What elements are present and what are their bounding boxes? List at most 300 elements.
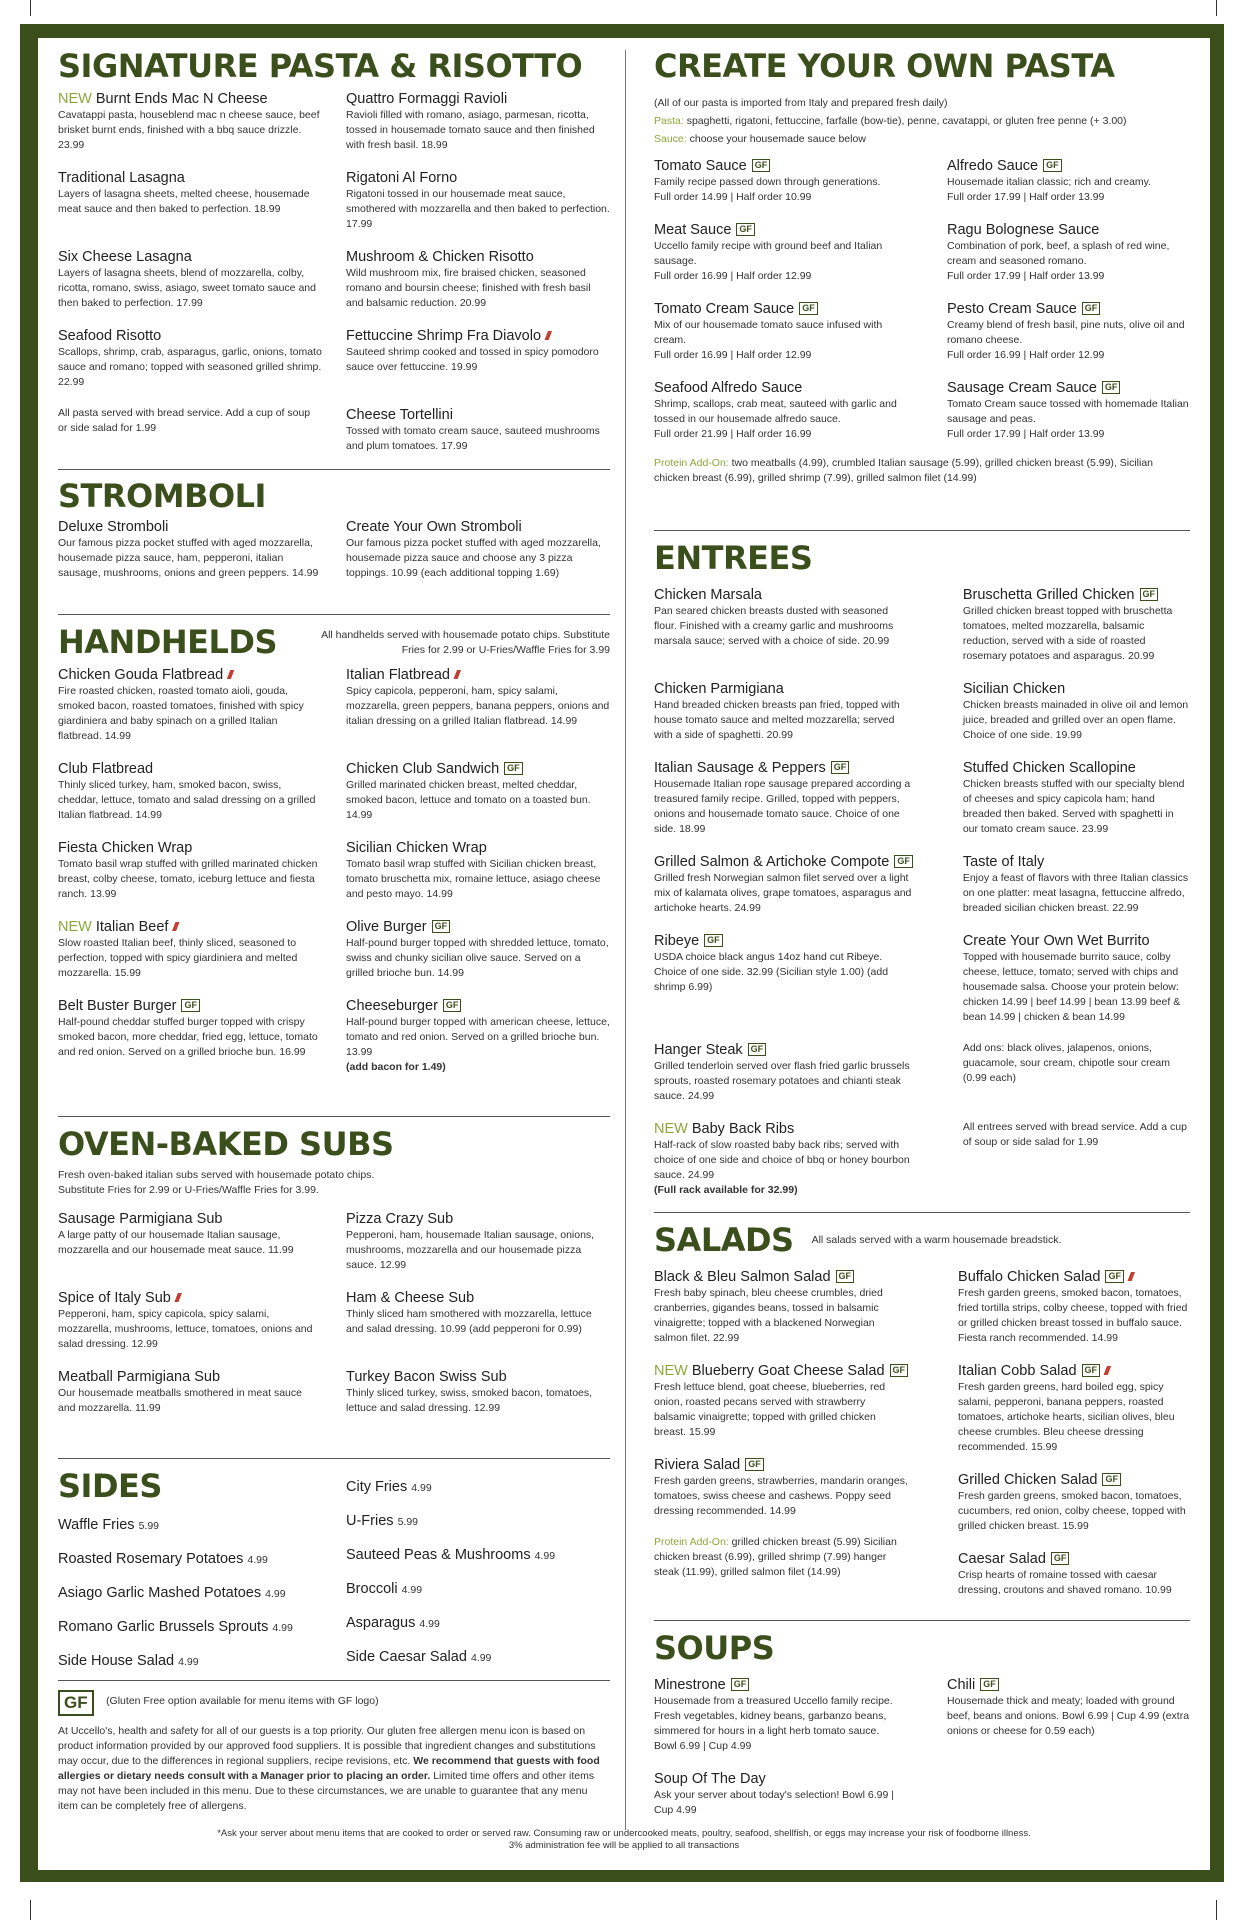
side-price: 4.99 bbox=[411, 1482, 432, 1494]
item-name: Cheeseburger bbox=[346, 998, 438, 1014]
item-name: Create Your Own Stromboli bbox=[346, 519, 522, 535]
menu-item bbox=[963, 853, 1190, 916]
item-name-row bbox=[346, 1210, 610, 1228]
item-name: Grilled Salmon & Artichoke Compote bbox=[654, 854, 890, 870]
spicy-icon: /// bbox=[1104, 1364, 1109, 1378]
item-name-row bbox=[654, 1770, 897, 1788]
section-title: SOUPS bbox=[654, 1629, 775, 1667]
side-item bbox=[346, 1478, 610, 1497]
item-price: Full order 16.99 | Half order 12.99 bbox=[947, 349, 1105, 361]
item-description: Mix of our housemade tomato sauce infused with cream. bbox=[654, 319, 883, 346]
side-item bbox=[58, 1584, 322, 1603]
section-divider bbox=[58, 1116, 610, 1117]
item-name: Buffalo Chicken Salad bbox=[958, 1269, 1101, 1285]
item-description: Chicken breasts mainaded in olive oil and lemon juice, breaded and grilled over an open flame. Choice of one side. 19.99 bbox=[962, 699, 1189, 741]
item-name-row bbox=[58, 1210, 322, 1228]
item-price: Full order 17.99 | Half order 13.99 bbox=[947, 428, 1105, 440]
salad-protein-addon bbox=[654, 1535, 908, 1580]
item-name-row bbox=[654, 1676, 897, 1694]
item-name-row bbox=[346, 518, 610, 536]
item-name: Burnt Ends Mac N Cheese bbox=[95, 91, 268, 107]
gluten-free-icon: GF bbox=[432, 920, 451, 933]
signature-pasta-section bbox=[58, 48, 610, 470]
gluten-free-icon: GF bbox=[836, 1270, 855, 1283]
salads-note: All salads served with a warm housemade breadstick. bbox=[811, 1233, 1062, 1246]
item-name: Seafood Risotto bbox=[58, 328, 162, 344]
item-name: Caesar Salad bbox=[958, 1551, 1046, 1567]
item-price: Full order 14.99 | Half order 10.99 bbox=[654, 191, 812, 203]
item-description: Scallops, shrimp, crab, asparagus, garlic, onions, tomato sauce and romano; topped with seasoned grilled shrimp. 22.99 bbox=[58, 346, 322, 388]
item-name-row bbox=[963, 680, 1190, 698]
menu-item bbox=[963, 932, 1190, 1025]
item-description: Half-pound cheddar stuffed burger topped with crispy smoked bacon, more cheddar, fried egg, lettuce, tomato and red onion. Served on a grilled brioche bun. 16.99 bbox=[58, 1016, 318, 1058]
menu-item bbox=[346, 406, 610, 454]
menu-item bbox=[58, 839, 322, 902]
item-name-row bbox=[58, 169, 322, 187]
subs-note: Fresh oven-baked italian subs served with housemade potato chips. Substitute Fries for 2.99 or U-Fries/Waffle Fries for 3.99. bbox=[58, 1169, 375, 1196]
item-name: Italian Sausage & Peppers bbox=[654, 760, 826, 776]
section-divider bbox=[654, 530, 1190, 531]
item-name-row bbox=[346, 1289, 610, 1307]
side-item bbox=[58, 1550, 322, 1569]
menu-item bbox=[58, 997, 322, 1075]
item-name-row bbox=[958, 1268, 1190, 1286]
menu-item bbox=[346, 760, 610, 823]
addon-label: Protein Add-On: bbox=[654, 457, 729, 469]
item-name: Spice of Italy Sub bbox=[58, 1290, 171, 1306]
side-item bbox=[346, 1648, 610, 1667]
menu-item bbox=[947, 300, 1190, 363]
item-name: Chicken Marsala bbox=[654, 587, 762, 603]
item-name: Belt Buster Burger bbox=[58, 998, 177, 1014]
side-price: 5.99 bbox=[397, 1516, 418, 1528]
side-name: Romano Garlic Brussels Sprouts bbox=[58, 1619, 269, 1635]
item-name: Baby Back Ribs bbox=[691, 1121, 795, 1137]
allergen-text: At Uccello's, health and safety for all of our guests is a top priority. Our gluten free allergen menu icon is based on product information provided by our approved food suppliers. It is possible that ingredient changes and substitutions may occur, due to the differences in regional suppliers, recipe revisions, etc. bbox=[58, 1725, 596, 1767]
menu-item bbox=[346, 518, 610, 581]
gluten-free-icon: GF bbox=[704, 934, 723, 947]
item-name: Bruschetta Grilled Chicken bbox=[962, 587, 1135, 603]
menu-item bbox=[947, 1676, 1190, 1754]
gluten-free-icon: GF bbox=[1082, 1364, 1101, 1377]
new-badge: NEW bbox=[58, 91, 92, 107]
item-name: Chili bbox=[947, 1677, 976, 1693]
item-description: Creamy blend of fresh basil, pine nuts, olive oil and romano cheese. bbox=[947, 319, 1185, 346]
item-name: Blueberry Goat Cheese Salad bbox=[691, 1363, 885, 1379]
menu-item bbox=[654, 1120, 913, 1198]
item-description: A large patty of our housemade Italian sausage, mozzarella and our housemade meat sauce. 11.99 bbox=[58, 1229, 294, 1256]
item-price: Full order 17.99 | Half order 13.99 bbox=[947, 270, 1105, 282]
section-divider bbox=[654, 1212, 1190, 1213]
salads-left-list bbox=[654, 1268, 908, 1614]
item-name: Fiesta Chicken Wrap bbox=[58, 840, 193, 856]
menu-item bbox=[346, 1210, 610, 1273]
item-description: Topped with housemade burrito sauce, colby cheese, lettuce, tomato; served with chips and housemade salsa. Choose your protein below: chicken 14.99 | beef 14.99 | bean 13.99 beef & bean 14.99 | chicken & bean 14.99 bbox=[962, 951, 1181, 1023]
side-price: 4.99 bbox=[534, 1550, 556, 1562]
item-description: Hand breaded chicken breasts pan fried, topped with house tomato sauce and melted mozzarella; served with a side of spaghetti. 20.99 bbox=[654, 699, 900, 741]
item-name: Italian Flatbread bbox=[346, 667, 450, 683]
section-title: HANDHELDS bbox=[58, 623, 278, 661]
item-name-row bbox=[963, 853, 1190, 871]
menu-item bbox=[58, 518, 322, 581]
item-extra: (add bacon for 1.49) bbox=[346, 1061, 446, 1073]
item-name-row bbox=[58, 839, 322, 857]
item-name: Sicilian Chicken bbox=[962, 681, 1066, 697]
menu-item bbox=[958, 1268, 1190, 1346]
menu-item bbox=[654, 300, 897, 363]
handhelds-note: All handhelds served with housemade potato chips. Substitute Fries for 2.99 or U-Fries/Waffle Fries for 3.99 bbox=[321, 629, 610, 656]
spicy-icon: /// bbox=[545, 329, 550, 343]
menu-item bbox=[654, 680, 913, 743]
create-pasta-section bbox=[654, 48, 1190, 486]
item-name-row bbox=[58, 518, 322, 536]
spicy-icon: /// bbox=[1127, 1270, 1132, 1284]
item-name-row bbox=[947, 300, 1190, 318]
menu-item bbox=[654, 759, 913, 837]
item-description: Thinly sliced ham smothered with mozzarella, lettuce and salad dressing. 10.99 (add pepperoni for 0.99) bbox=[346, 1308, 592, 1335]
menu-item bbox=[346, 666, 610, 744]
item-name-row bbox=[654, 586, 913, 604]
item-name: Deluxe Stromboli bbox=[58, 519, 169, 535]
item-name-row bbox=[654, 1456, 908, 1474]
menu-item bbox=[654, 1770, 897, 1818]
side-name: Broccoli bbox=[346, 1581, 398, 1597]
item-name-row bbox=[654, 1041, 913, 1059]
menu-item bbox=[963, 1120, 1190, 1198]
side-price: 4.99 bbox=[178, 1656, 199, 1668]
item-name-row bbox=[58, 666, 322, 684]
item-description: Add ons: black olives, jalapenos, onions, guacamole, sour cream, chipotle sour cream (0.99 each) bbox=[962, 1042, 1171, 1084]
gf-legend bbox=[58, 1690, 610, 1814]
sauce-options bbox=[654, 132, 1190, 147]
item-name-row bbox=[963, 759, 1190, 777]
item-name-row bbox=[346, 839, 610, 857]
menu-item bbox=[654, 1041, 913, 1104]
item-description: Housemade Italian rope sausage prepared according a treasured family recipe. Grilled, topped with peppers, onions and housemade tomato sauce. Choice of one side. 18.99 bbox=[654, 778, 911, 835]
item-name-row bbox=[654, 221, 897, 239]
item-name-row bbox=[963, 932, 1190, 950]
item-name: Hanger Steak bbox=[654, 1042, 743, 1058]
item-name: Cheese Tortellini bbox=[346, 407, 453, 423]
menu-item bbox=[654, 586, 913, 664]
item-name: Stuffed Chicken Scallopine bbox=[962, 760, 1136, 776]
menu-item bbox=[346, 1368, 610, 1416]
side-item bbox=[346, 1614, 610, 1633]
menu-item bbox=[346, 918, 610, 981]
item-extra: (Full rack available for 32.99) bbox=[654, 1184, 798, 1196]
item-name: Soup Of The Day bbox=[654, 1771, 766, 1787]
side-price: 4.99 bbox=[247, 1554, 268, 1566]
menu-item bbox=[346, 997, 610, 1075]
gluten-free-icon: GF bbox=[1105, 1270, 1124, 1283]
item-name-row bbox=[654, 1268, 908, 1286]
item-name-row bbox=[654, 1362, 908, 1380]
menu-item bbox=[947, 157, 1190, 205]
pasta-options bbox=[654, 114, 1190, 129]
side-item bbox=[58, 1618, 322, 1637]
menu-item bbox=[654, 1362, 908, 1440]
new-badge: NEW bbox=[654, 1121, 688, 1137]
item-description: Grilled fresh Norwegian salmon filet served over a light mix of kalamata olives, grape tomatoes, asparagus and artichoke hearts. 24.99 bbox=[654, 872, 912, 914]
item-description: USDA choice black angus 14oz hand cut Ribeye. Choice of one side. 32.99 (Sicilian style 1.00) (add shrimp 6.99) bbox=[654, 951, 889, 993]
menu-item bbox=[654, 221, 897, 284]
item-description: Tossed with tomato cream sauce, sauteed mushrooms and plum tomatoes. 17.99 bbox=[346, 425, 600, 452]
item-name: Pesto Cream Sauce bbox=[947, 301, 1077, 317]
item-name: Mushroom & Chicken Risotto bbox=[346, 249, 534, 265]
column-divider bbox=[625, 50, 626, 1830]
menu-item bbox=[947, 379, 1190, 442]
spicy-icon: /// bbox=[227, 668, 232, 682]
item-name: Minestrone bbox=[654, 1677, 726, 1693]
item-name-row bbox=[58, 1368, 322, 1386]
item-description: Grilled tenderloin served over flash fried garlic brussels sprouts, roasted rosemary potatoes and chianti steak sauce. 24.99 bbox=[654, 1060, 910, 1102]
sides-right-list bbox=[346, 1478, 610, 1667]
gluten-free-icon: GF bbox=[890, 1364, 909, 1377]
item-description: Layers of lasagna sheets, blend of mozzarella, colby, ricotta, romano, swiss, asiago, sweet tomato sauce and then baked to perfection. 17.99 bbox=[58, 267, 316, 309]
side-item bbox=[346, 1546, 610, 1565]
menu-item bbox=[58, 1210, 322, 1273]
menu-item bbox=[58, 1368, 322, 1416]
admin-fee-note: 3% administration fee will be applied to all transactions bbox=[508, 1840, 740, 1851]
pasta-items bbox=[58, 90, 610, 470]
item-description: Enjoy a feast of flavors with three Italian classics on one platter: meat lasagna, fettuccine alfredo, breaded sicilian chicken breast. 22.99 bbox=[962, 872, 1189, 914]
item-name: Grilled Chicken Salad bbox=[958, 1472, 1098, 1488]
side-price: 4.99 bbox=[470, 1652, 492, 1664]
salads-section bbox=[654, 1222, 1190, 1614]
item-name: Meat Sauce bbox=[654, 222, 732, 238]
soups-section bbox=[654, 1630, 1190, 1834]
section-title: ENTREES bbox=[654, 539, 813, 577]
section-divider bbox=[58, 1680, 610, 1681]
item-description: Thinly sliced turkey, swiss, smoked bacon, tomatoes, lettuce and salad dressing. 12.99 bbox=[346, 1387, 593, 1414]
gf-legend-text: (Gluten Free option available for menu items with GF logo) bbox=[106, 1695, 379, 1707]
section-title: OVEN-BAKED SUBS bbox=[58, 1125, 394, 1163]
item-price: Full order 21.99 | Half order 16.99 bbox=[654, 428, 812, 440]
gluten-free-icon: GF bbox=[752, 159, 771, 172]
item-name: Olive Burger bbox=[346, 919, 427, 935]
item-name-row bbox=[58, 918, 322, 936]
item-description: Ravioli filled with romano, asiago, parmesan, ricotta, tossed in housemade tomato sauce and then finished with fresh basil. 18.99 bbox=[346, 109, 595, 151]
item-name-row bbox=[654, 379, 897, 397]
side-price: 4.99 bbox=[265, 1588, 286, 1600]
item-name: Pizza Crazy Sub bbox=[346, 1211, 454, 1227]
item-description: Half-rack of slow roasted baby back ribs; served with choice of one side and choice of bbq or honey bourbon sauce. 24.99 bbox=[654, 1139, 910, 1181]
item-name: Taste of Italy bbox=[962, 854, 1045, 870]
item-description: Our housemade meatballs smothered in meat sauce and mozzarella. 11.99 bbox=[58, 1387, 302, 1414]
gluten-free-icon: GF bbox=[1043, 159, 1062, 172]
section-divider bbox=[58, 469, 610, 470]
new-badge: NEW bbox=[654, 1363, 688, 1379]
item-name-row bbox=[958, 1362, 1190, 1380]
crop-mark bbox=[30, 0, 31, 16]
item-name-row bbox=[346, 666, 610, 684]
item-description: Fresh baby spinach, bleu cheese crumbles, dried cranberries, gigandes beans, tossed in balsamic vinaigrette; topped with a blackened Norwegian salmon filet. 22.99 bbox=[654, 1287, 883, 1344]
crop-mark bbox=[1216, 0, 1217, 16]
sauce-items bbox=[654, 157, 1190, 458]
item-name-row bbox=[963, 586, 1190, 604]
item-name: Ribeye bbox=[654, 933, 700, 949]
entrees-items bbox=[654, 586, 1190, 1214]
gluten-free-icon: GF bbox=[1051, 1552, 1070, 1565]
pasta-label: Pasta: bbox=[654, 115, 684, 127]
side-price: 5.99 bbox=[138, 1520, 160, 1532]
item-description: Fresh garden greens, smoked bacon, tomatoes, fried tortilla strips, colby cheese, topped with fried or grilled chicken breast tossed in buffalo sauce. Fiesta ranch recommended. 14.99 bbox=[958, 1287, 1188, 1344]
gluten-free-icon: GF bbox=[748, 1043, 767, 1056]
section-divider bbox=[58, 1458, 610, 1459]
menu-item bbox=[58, 248, 322, 311]
item-description: Fresh lettuce blend, goat cheese, blueberries, red onion, roasted pecans served with strawberry balsamic vinaigrette; topped with grilled chicken breast. 15.99 bbox=[654, 1381, 886, 1438]
item-name: Seafood Alfredo Sauce bbox=[654, 380, 803, 396]
menu-item bbox=[963, 586, 1190, 664]
item-name-row bbox=[947, 379, 1190, 397]
handhelds-items bbox=[58, 666, 610, 1091]
item-description: Family recipe passed down through generations. bbox=[654, 176, 881, 188]
crop-mark bbox=[30, 1900, 31, 1920]
gluten-free-icon: GF bbox=[731, 1678, 750, 1691]
item-name-row bbox=[346, 997, 610, 1015]
item-name: Create Your Own Wet Burrito bbox=[962, 933, 1150, 949]
item-description: Half-pound burger topped with american cheese, lettuce, tomato and red onion. Served on a grilled brioche bun. 13.99 bbox=[346, 1016, 610, 1058]
side-price: 4.99 bbox=[401, 1584, 423, 1596]
pasta-intro: (All of our pasta is imported from Italy and prepared fresh daily) bbox=[654, 97, 948, 109]
item-description: Chicken breasts stuffed with our specialty blend of cheeses and spicy capicola ham; hand breaded then baked. Served with spaghetti in our tomato cream sauce. 23.99 bbox=[962, 778, 1185, 835]
item-description: Layers of lasagna sheets, melted cheese, housemade meat sauce and then baked to perfection. 18.99 bbox=[58, 188, 310, 215]
menu-item bbox=[346, 1289, 610, 1352]
gluten-free-icon: GF bbox=[1082, 302, 1101, 315]
item-name-row bbox=[947, 221, 1190, 239]
side-item bbox=[346, 1512, 610, 1531]
item-name: Chicken Gouda Flatbread bbox=[58, 667, 224, 683]
item-name: Rigatoni Al Forno bbox=[346, 170, 458, 186]
allergen-text-2: Limited time offers and other items may not have been included in this menu. Due to these circumstances, we are unable to guarantee that any menu item can be completely free of allergens. bbox=[58, 1770, 595, 1812]
menu-item bbox=[654, 853, 913, 916]
item-name-row bbox=[58, 90, 322, 108]
allergen-warning: We recommend that guests with food allergies or dietary needs consult with a Manager prior to placing an order. bbox=[58, 1755, 600, 1782]
item-name-row bbox=[346, 248, 610, 266]
side-name: U-Fries bbox=[346, 1513, 394, 1529]
item-description: Fresh garden greens, smoked bacon, tomatoes, cucumbers, red onion, colby cheese, topped with grilled chicken breast. 15.99 bbox=[958, 1490, 1186, 1532]
item-description: Grilled marinated chicken breast, melted cheddar, smoked bacon, lettuce and tomato on a toasted bun. 14.99 bbox=[346, 779, 591, 821]
gluten-free-icon: GF bbox=[1102, 381, 1121, 394]
gluten-free-icon: GF bbox=[799, 302, 818, 315]
item-name: Ham & Cheese Sub bbox=[346, 1290, 475, 1306]
item-name: Six Cheese Lasagna bbox=[58, 249, 192, 265]
gluten-free-icon: GF bbox=[736, 223, 755, 236]
side-item bbox=[58, 1516, 322, 1535]
pasta-protein-addon bbox=[654, 456, 1190, 486]
stromboli-section bbox=[58, 478, 610, 597]
item-name-row bbox=[58, 1289, 322, 1307]
item-name: Sausage Parmigiana Sub bbox=[58, 1211, 223, 1227]
item-name: Italian Beef bbox=[95, 919, 169, 935]
sauce-label: Sauce: bbox=[654, 133, 687, 145]
item-name: Tomato Cream Sauce bbox=[654, 301, 795, 317]
item-description: Grilled chicken breast topped with bruschetta tomatoes, melted mozzarella, balsamic reduction, served with a side of roasted rosemary potatoes and asparagus. 20.99 bbox=[962, 605, 1173, 662]
side-name: Asparagus bbox=[346, 1615, 416, 1631]
item-description: Tomato Cream sauce tossed with homemade Italian sausage and peas. bbox=[947, 398, 1189, 425]
item-description: Pan seared chicken breasts dusted with seasoned flour. Finished with a creamy garlic and mushrooms marsala sauce; served with a choice of side. 20.99 bbox=[654, 605, 894, 647]
sides-section bbox=[58, 1468, 610, 1686]
menu-item bbox=[963, 680, 1190, 743]
menu-item bbox=[654, 1456, 908, 1519]
menu-item bbox=[654, 932, 913, 1025]
item-price: Full order 16.99 | Half order 12.99 bbox=[654, 270, 812, 282]
sauce-text: choose your housemade sauce below bbox=[689, 133, 866, 145]
handhelds-section bbox=[58, 624, 610, 1091]
gluten-free-icon: GF bbox=[443, 999, 462, 1012]
item-description: Half-pound burger topped with shredded lettuce, tomato, swiss and chunky sicilian olive sauce. Served on a grilled brioche bun. 14.99 bbox=[346, 937, 609, 979]
item-description: Housemade from a treasured Uccello family recipe. Fresh vegetables, kidney beans, garbanzo beans, simmered for hours in a light herb tomato sauce. Bowl 6.99 | Cup 4.99 bbox=[654, 1695, 893, 1752]
item-description: Fresh garden greens, hard boiled egg, spicy salami, pepperoni, banana peppers, roasted tomatoes, artichoke hearts, sicilian olives, bleu cheese crumbles. Bleu cheese dressing recommended. 15.99 bbox=[958, 1381, 1175, 1453]
gluten-free-icon: GF bbox=[894, 855, 913, 868]
soups-items bbox=[654, 1676, 1190, 1834]
item-name-row bbox=[58, 248, 322, 266]
stromboli-items bbox=[58, 518, 610, 597]
section-title: SALADS bbox=[654, 1221, 794, 1259]
entrees-section bbox=[654, 540, 1190, 1214]
menu-item bbox=[654, 1676, 897, 1754]
side-price: 4.99 bbox=[272, 1622, 293, 1634]
menu-page bbox=[38, 38, 1210, 1870]
item-price: Full order 17.99 | Half order 13.99 bbox=[947, 191, 1105, 203]
item-description: Combination of pork, beef, a splash of red wine, cream and seasoned romano. bbox=[947, 240, 1170, 267]
side-name: Sauteed Peas & Mushrooms bbox=[346, 1547, 531, 1563]
item-name: Riviera Salad bbox=[654, 1457, 741, 1473]
new-badge: NEW bbox=[58, 919, 92, 935]
item-description: Fresh garden greens, strawberries, mandarin oranges, tomatoes, swiss cheese and cashews. Poppy seed dressing recommended. 14.99 bbox=[654, 1475, 908, 1517]
menu-item bbox=[963, 759, 1190, 837]
sides-left-list bbox=[58, 1516, 322, 1671]
item-name: Meatball Parmigiana Sub bbox=[58, 1369, 221, 1385]
item-name-row bbox=[346, 169, 610, 187]
salads-right-list bbox=[958, 1268, 1190, 1614]
item-description: Our famous pizza pocket stuffed with aged mozzarella, housemade pizza sauce and choose any 3 pizza toppings. 10.99 (each additional topping 1.69) bbox=[346, 537, 601, 579]
footer bbox=[58, 1828, 1190, 1852]
item-name-row bbox=[958, 1471, 1190, 1489]
item-name-row bbox=[346, 918, 610, 936]
item-price: Full order 16.99 | Half order 12.99 bbox=[654, 349, 812, 361]
item-description: Slow roasted Italian beef, thinly sliced, seasoned to perfection, topped with spicy giardiniera and melted mozzarella. 15.99 bbox=[58, 937, 298, 979]
section-title: CREATE YOUR OWN PASTA bbox=[654, 47, 1115, 85]
item-name-row bbox=[346, 760, 610, 778]
item-name: Tomato Sauce bbox=[654, 158, 747, 174]
menu-item bbox=[958, 1550, 1190, 1598]
section-divider bbox=[58, 614, 610, 615]
item-description: Pepperoni, ham, housemade Italian sausage, onions, mushrooms, mozzarella and our housemade pizza sauce. 12.99 bbox=[346, 1229, 595, 1271]
menu-item bbox=[346, 327, 610, 390]
item-name: Ragu Bolognese Sauce bbox=[947, 222, 1100, 238]
gluten-free-icon: GF bbox=[745, 1458, 764, 1471]
gluten-free-icon: GF bbox=[504, 762, 523, 775]
menu-item bbox=[654, 379, 897, 442]
section-title: STROMBOLI bbox=[58, 477, 266, 515]
item-name-row bbox=[346, 1368, 610, 1386]
item-name: Turkey Bacon Swiss Sub bbox=[346, 1369, 507, 1385]
item-name-row bbox=[958, 1550, 1190, 1568]
addon-label: Protein Add-On: bbox=[654, 1536, 729, 1548]
subs-section bbox=[58, 1126, 610, 1432]
menu-item bbox=[58, 406, 322, 454]
menu-item bbox=[958, 1471, 1190, 1534]
item-description: Uccello family recipe with ground beef and Italian sausage. bbox=[654, 240, 883, 267]
item-description: All pasta served with bread service. Add a cup of soup or side salad for 1.99 bbox=[58, 407, 311, 434]
section-title: SIDES bbox=[58, 1467, 162, 1505]
crop-mark bbox=[1216, 1900, 1217, 1920]
menu-item bbox=[958, 1362, 1190, 1455]
spicy-icon: /// bbox=[453, 668, 458, 682]
item-name: Black & Bleu Salmon Salad bbox=[654, 1269, 831, 1285]
subs-items bbox=[58, 1210, 610, 1432]
